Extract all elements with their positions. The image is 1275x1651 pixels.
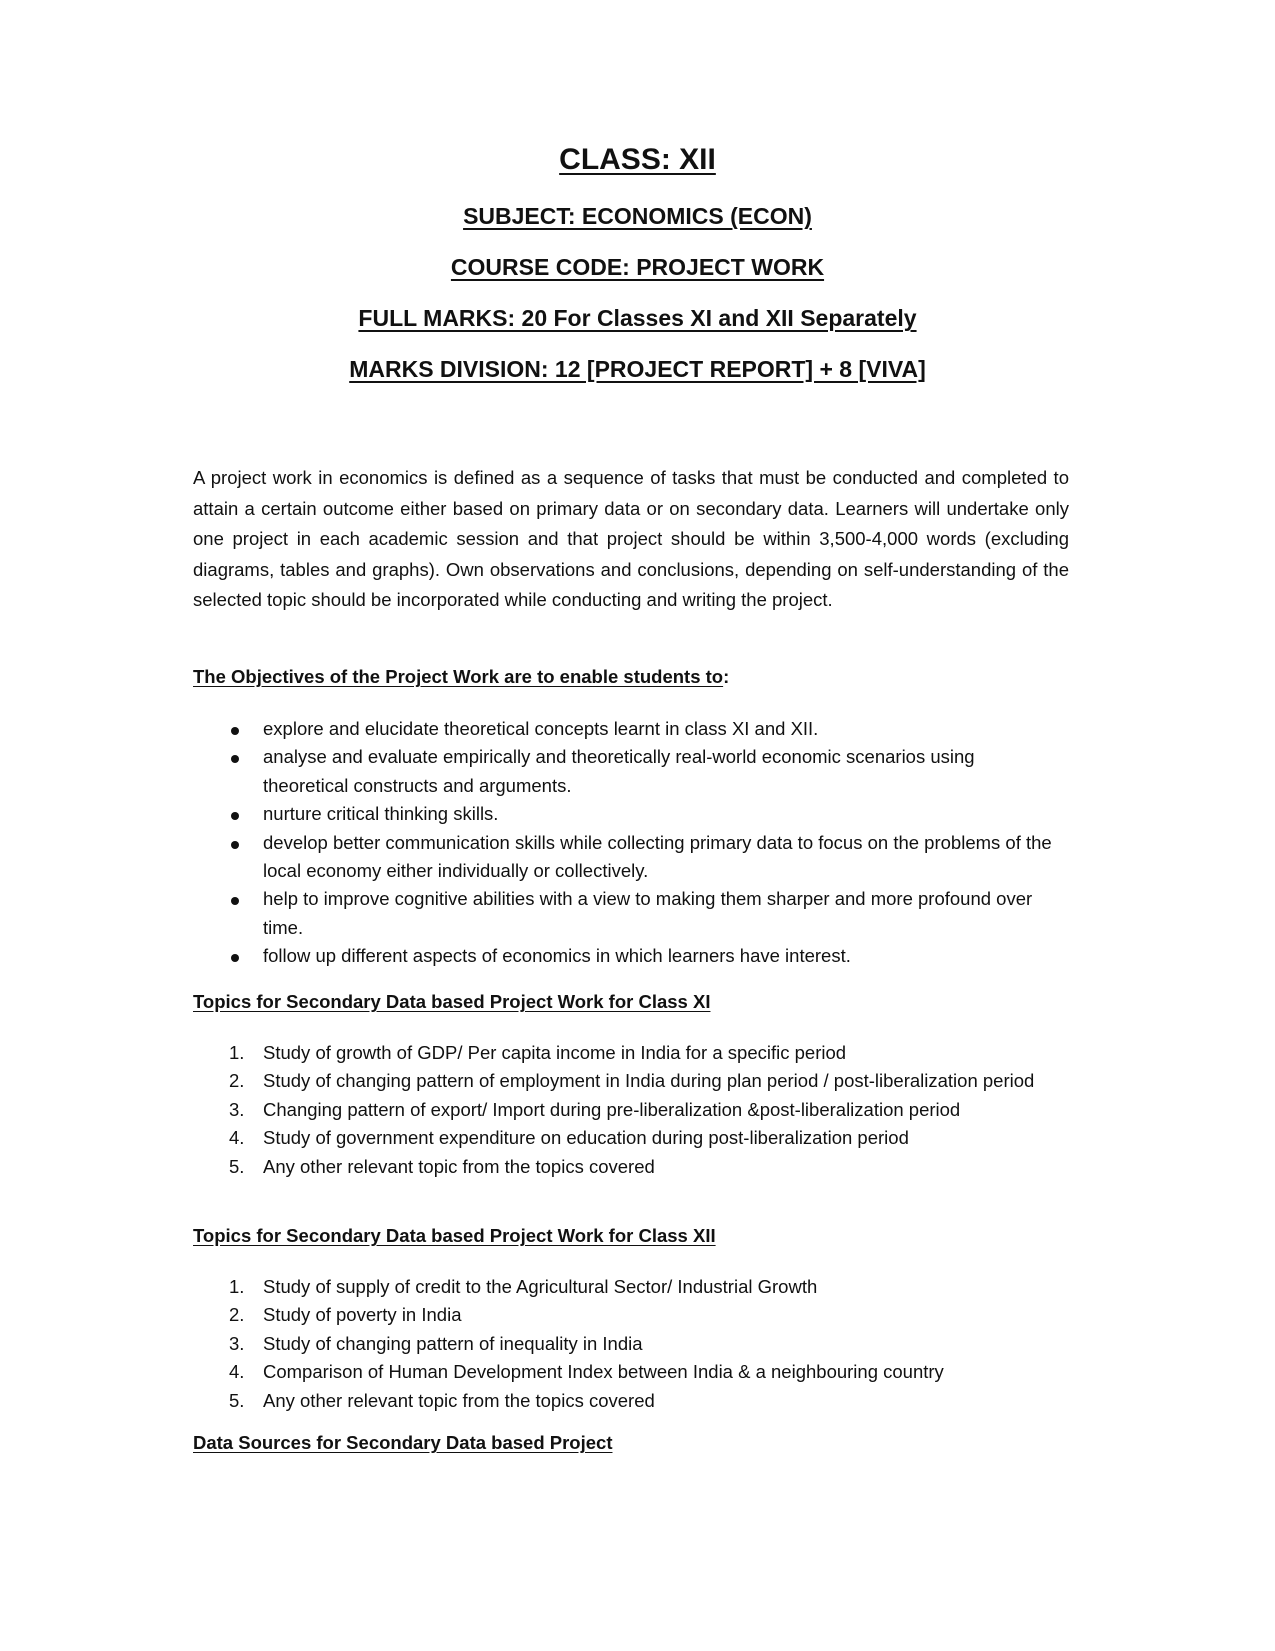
list-item: [193, 942, 1073, 970]
bullet-icon: [231, 954, 239, 962]
bullet-icon: [231, 897, 239, 905]
objectives-heading: [193, 666, 729, 688]
list-item: [193, 1387, 1073, 1415]
topic-text: Study of changing pattern of employment in India during plan period / post-liberalization period: [263, 1070, 1035, 1092]
item-number: 3.: [229, 1098, 245, 1120]
list-item: [193, 829, 1073, 886]
course-code-title: COURSE CODE: PROJECT WORK: [450, 254, 825, 280]
topic-text: Study of supply of credit to the Agricultural Sector/ Industrial Growth: [263, 1276, 818, 1297]
list-item: [193, 1301, 1073, 1329]
item-number: 1.: [229, 1276, 245, 1297]
bullet-icon: [231, 841, 239, 849]
list-item: [193, 1124, 1073, 1152]
topics-xi-heading: [193, 991, 710, 1013]
item-number: 4.: [229, 1127, 245, 1149]
marks-division-title: MARKS DIVISION: 12 [PROJECT REPORT] + 8 [VIVA]: [349, 356, 926, 382]
list-item: [193, 715, 1073, 743]
list-item: [193, 1273, 1073, 1301]
item-number: 5.: [229, 1155, 245, 1177]
objectives-heading-colon: :: [723, 666, 730, 687]
objective-text: help to improve cognitive abilities with a view to making them sharper and more profound over time.: [263, 888, 1033, 938]
list-item: [193, 1330, 1073, 1358]
item-number: 2.: [229, 1070, 245, 1092]
topics-xii-list: [193, 1273, 1073, 1415]
list-item: [193, 1358, 1073, 1386]
topic-text: Comparison of Human Development Index between India & a neighbouring country: [263, 1361, 944, 1383]
topic-text: Any other relevant topic from the topics covered: [263, 1389, 655, 1411]
topics-xi-heading-text: Topics for Secondary Data based Project Work for Class XI: [193, 991, 711, 1012]
list-item: [193, 1096, 1073, 1124]
objective-text: nurture critical thinking skills.: [263, 803, 499, 825]
item-number: 5.: [229, 1389, 245, 1411]
objectives-list: [193, 715, 1073, 971]
item-number: 1.: [229, 1042, 245, 1063]
bullet-icon: [231, 812, 239, 820]
topic-text: Changing pattern of export/ Import during pre-liberalization &post-liberalization period: [263, 1098, 961, 1120]
list-item: [193, 885, 1073, 942]
list-item: [193, 1153, 1073, 1181]
item-number: 2.: [229, 1304, 245, 1326]
data-sources-heading-text: Data Sources for Secondary Data based Project: [193, 1432, 613, 1453]
objective-text: analyse and evaluate empirically and theoretically real-world economic scenarios using theoretical constructs and arguments.: [263, 746, 975, 796]
topic-text: Study of poverty in India: [263, 1304, 462, 1326]
class-title: CLASS: XII: [559, 143, 716, 176]
intro-paragraph: A project work in economics is defined as a sequence of tasks that must be conducted and completed to attain a certain outcome either based on primary data or on secondary data. Learners will undertake only one project in each academic session and that project should be within 3,500-4,000 words (excluding diagrams, tables and graphs). Own observations and conclusions, depending on self-understanding of the selected topic should be incorporated while conducting and writing the project.: [193, 467, 1069, 610]
topics-xii-heading-text: Topics for Secondary Data based Project Work for Class XII: [193, 1225, 716, 1246]
full-marks-title: FULL MARKS: 20 For Classes XI and XII Separately: [358, 305, 917, 331]
bullet-icon: [231, 755, 239, 763]
topic-text: Study of changing pattern of inequality in India: [263, 1332, 643, 1354]
objective-text: develop better communication skills while collecting primary data to focus on the problems of the local economy either individually or collectively.: [263, 831, 1052, 882]
objectives-heading-text: The Objectives of the Project Work are to enable students to: [193, 666, 724, 687]
topics-xii-heading: [193, 1225, 716, 1247]
bullet-icon: [231, 727, 239, 735]
item-number: 4.: [229, 1361, 245, 1383]
topic-text: Any other relevant topic from the topics covered: [263, 1155, 655, 1177]
topic-text: Study of growth of GDP/ Per capita income in India for a specific period: [263, 1042, 847, 1063]
subject-title: SUBJECT: ECONOMICS (ECON): [463, 203, 812, 229]
list-item: [193, 1039, 1073, 1067]
list-item: [193, 800, 1073, 828]
data-sources-heading: [193, 1432, 612, 1454]
objective-text: explore and elucidate theoretical concepts learnt in class XI and XII.: [263, 718, 819, 739]
list-item: [193, 743, 1073, 800]
topic-text: Study of government expenditure on education during post-liberalization period: [263, 1127, 909, 1149]
topics-xi-list: [193, 1039, 1073, 1181]
objective-text: follow up different aspects of economics in which learners have interest.: [263, 945, 851, 967]
list-item: [193, 1067, 1073, 1095]
item-number: 3.: [229, 1332, 245, 1354]
